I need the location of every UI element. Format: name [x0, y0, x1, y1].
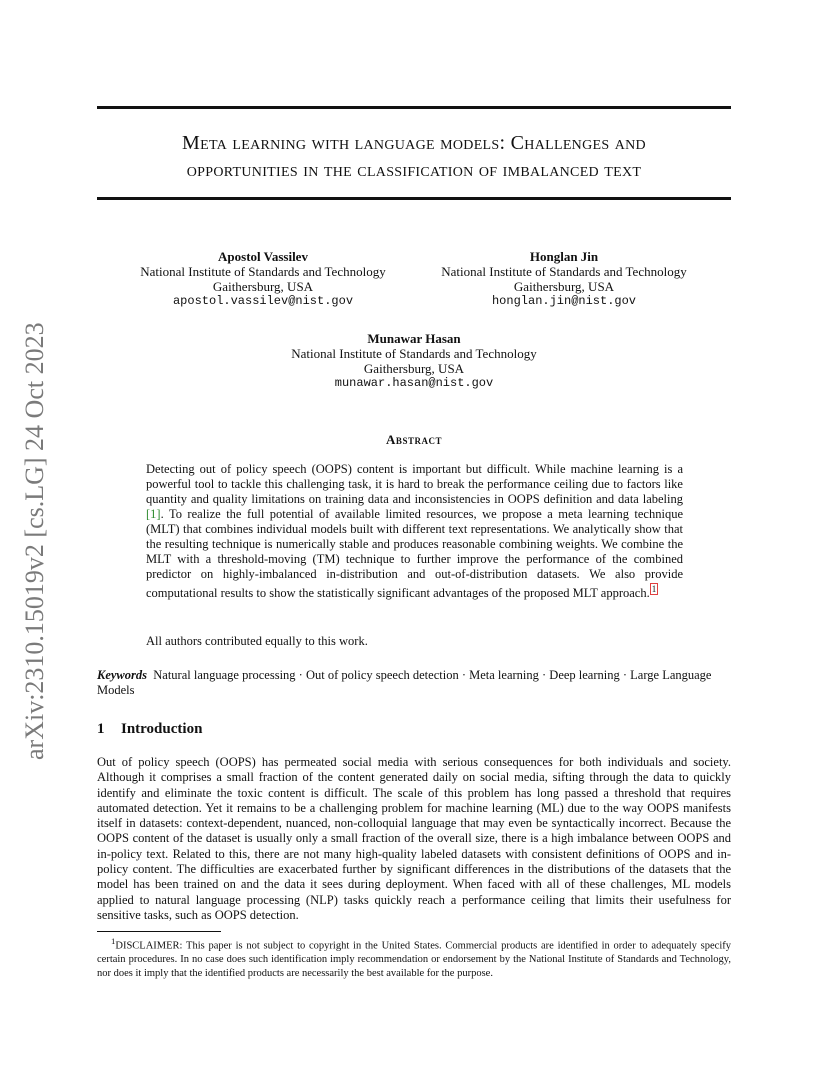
introduction-paragraph: Out of policy speech (OOPS) has permeated social media with serious consequences for both individuals and society. Although it comprises a small fraction of the content generated daily on social media, sifting through the data to quickly identify and eliminate the toxic content is difficult. The scale of this problem has long passed a threshold that requires automated detection. Yet it remains to be a challenging problem for machine learning (ML) due to the way OOPS manifests itself in datasets: context-dependent, nuanced, non-colloquial language that may even be syntactically incorrect. Because the OOPS content of the dataset is usually only a small fraction of the overall size, there is a high imbalance between OOPS and in-policy text. Related to this, there are not many high-quality labeled datasets with consistent definitions of OOPS and in-policy content. The difficulties are exacerbated further by significant differences in the distributions of the datasets that the model has been trained on and the data it sees during deployment. When faced with all of these challenges, ML models applied to natural language processing (NLP) tasks quickly reach a performance ceiling that limits their usefulness for sensitive tasks, such as OOPS detection.: [97, 755, 731, 922]
author-affiliation: National Institute of Standards and Technology: [291, 346, 537, 361]
abstract-text-part-1: Detecting out of policy speech (OOPS) content is important but difficult. While machine learning is a powerful tool to tackle this challenging task, it is hard to break the performance ceiling due to factors like quantity and quality limitations on training data and inconsistencies in OOPS definition and data labeling: [146, 462, 683, 506]
author-location: Gaithersburg, USA: [513, 279, 615, 294]
section-heading: [97, 721, 731, 738]
title-top-rule: [97, 106, 731, 109]
abstract-body: [146, 462, 683, 601]
footnote-mark: 1: [111, 936, 116, 946]
author-location: Gaithersburg, USA: [212, 279, 314, 294]
title-bottom-rule: [97, 197, 731, 200]
author-email[interactable]: apostol.vassilev@nist.gov: [172, 294, 354, 308]
author-affiliation: National Institute of Standards and Technology: [140, 264, 386, 279]
abstract-heading: Abstract: [386, 432, 442, 447]
author-block: [270, 331, 558, 391]
footnote: [97, 935, 731, 980]
author-block: [120, 249, 406, 309]
author-block: [420, 249, 708, 309]
footnote-text: DISCLAIMER: This paper is not subject to copyright in the United States. Commercial products are identified in order to adequately specify certain procedures. In no case does such identification imply recommendation or endorsement by the National Institute of Standards and Technology, nor does it imply that the identified products are necessarily the best available for the purpose.: [97, 940, 731, 979]
author-email[interactable]: munawar.hasan@nist.gov: [334, 376, 494, 390]
paper-title-line-2: opportunities in the classification of imbalanced text: [186, 159, 642, 181]
paper-title-line-1: Meta learning with language models: Challenges and: [182, 132, 646, 154]
citation-link[interactable]: [1]: [146, 507, 161, 521]
author-affiliation: National Institute of Standards and Technology: [441, 264, 687, 279]
author-email[interactable]: honglan.jin@nist.gov: [491, 294, 637, 308]
contribution-note: All authors contributed equally to this work.: [146, 634, 368, 648]
footnote-link[interactable]: 1: [651, 584, 657, 594]
footnote-rule: [97, 931, 221, 932]
keywords-label: Keywords: [97, 668, 147, 682]
author-name: Apostol Vassilev: [218, 249, 308, 264]
section-title: Introduction: [121, 721, 203, 737]
keywords-text: Natural language processing · Out of policy speech detection · Meta learning · Deep learning · Large Language Models: [97, 668, 712, 697]
author-name: Munawar Hasan: [367, 331, 461, 346]
paper-title: [97, 130, 731, 184]
abstract-text-part-2: . To realize the full potential of available limited resources, we propose a meta learning technique (MLT) that combines individual models built with different text representations. We analytically show that the resulting technique is numerically stable and produces reasonable combining weights. We combine the MLT with a threshold-moving (TM) technique to further improve the performance of the combined predictor on highly-imbalanced in-distribution and out-of-distribution datasets. We also provide computational results to show the statistically significant advantages of the proposed MLT approach.: [146, 507, 683, 601]
author-location: Gaithersburg, USA: [363, 361, 465, 376]
section-number: 1: [97, 721, 105, 737]
arxiv-identifier-stamp: arXiv:2310.15019v2 [cs.LG] 24 Oct 2023: [20, 322, 49, 760]
keywords: [97, 668, 731, 698]
author-name: Honglan Jin: [529, 249, 599, 264]
